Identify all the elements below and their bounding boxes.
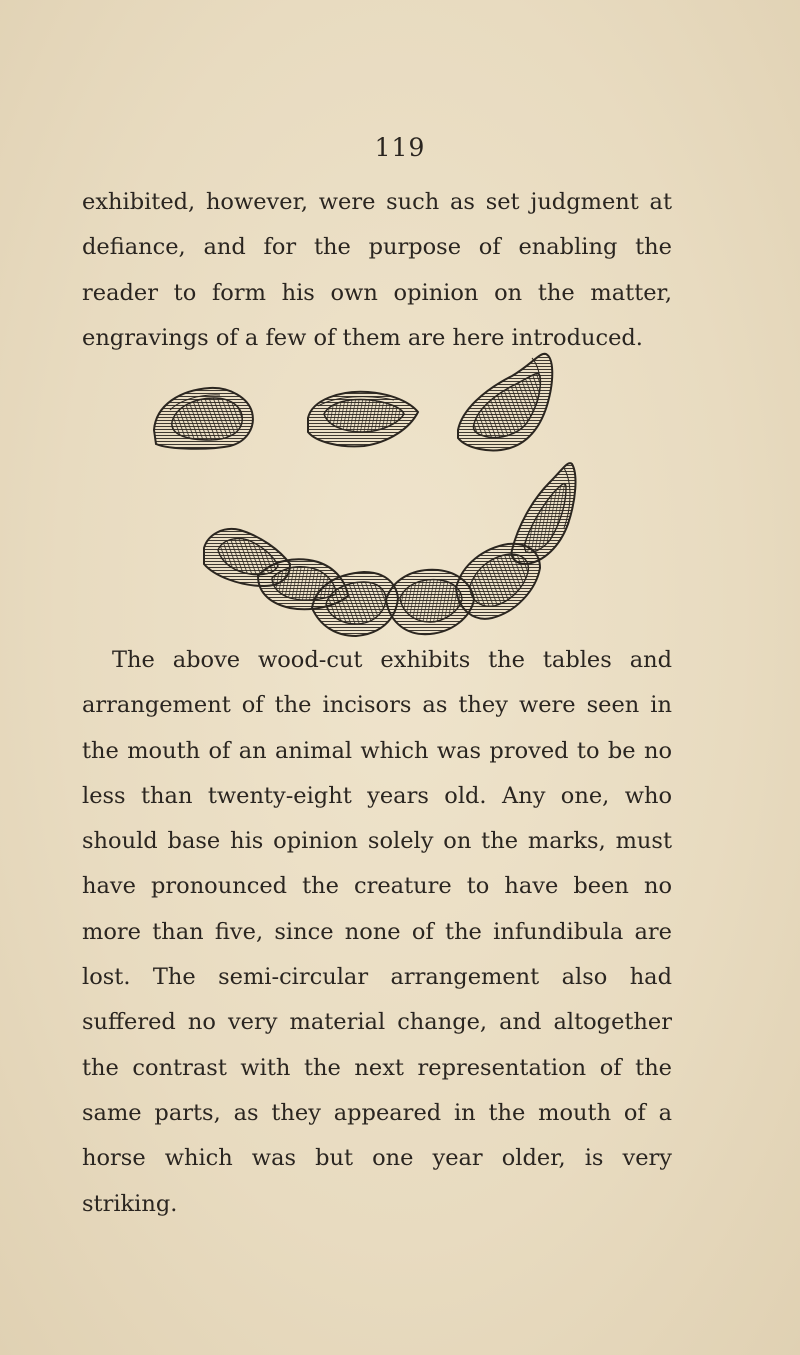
paragraph-intro: exhibited, however, were such as set judgment at defiance, and for the purpose of enabling the reader to form his own opinion on the matter, engravings of a few of them are here introduced.	[82, 189, 672, 351]
tooth-top-middle	[308, 392, 418, 447]
woodcut-illustration	[140, 350, 670, 650]
paragraph-description: The above wood-cut exhibits the tables and arrangement of the incisors as they were seen in the mouth of an animal which was proved to be no less than twenty-eight years old. Any one, who should base his opinion solely on the marks, must have pronounced the creature to have been no more than five, since none of the infundibula are lost. The semi-circular arrangement also had suffered no very material change, and altogether the contrast with the next representation of the same parts, as they appeared in the mouth of a horse which was but one year older, is very striking.	[82, 647, 672, 1217]
tooth-top-right	[458, 354, 552, 451]
page-number: 119	[374, 133, 426, 162]
incisor-arch	[204, 463, 575, 636]
tooth-top-left	[154, 388, 253, 449]
